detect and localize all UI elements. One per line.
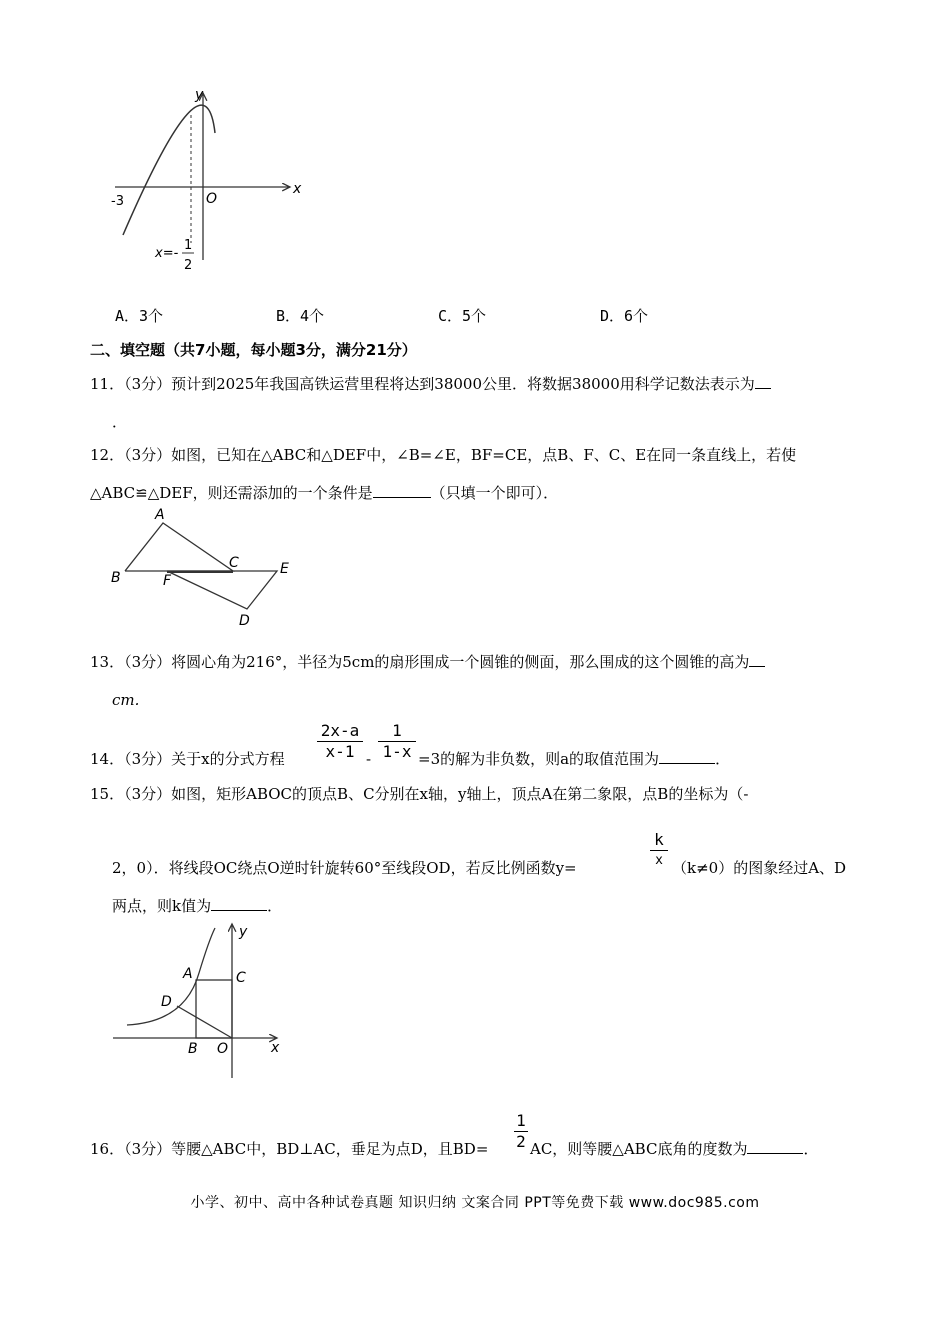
- option-b: B．4个: [276, 307, 325, 325]
- q11-text: 11．（3分）预计到2025年我国高铁运营里程将达到38000公里．将数据38000用科学记数法表示为: [90, 375, 755, 393]
- q15-k-fraction: [650, 831, 668, 870]
- rectangle-abo: [196, 980, 232, 1038]
- q14-f1-num: 2x-a: [320, 721, 360, 740]
- q15-end: ．: [267, 897, 283, 915]
- option-a: A．3个: [115, 307, 164, 325]
- q13-text: 13．（3分）将圆心角为216°，半径为5cm的扇形围成一个圆锥的侧面，那么围成的这个圆锥的高为: [90, 653, 750, 671]
- fig2-b: B: [111, 570, 121, 586]
- q15-line2b: （k≠0）的图象经过A、D: [672, 859, 847, 877]
- q14-pre: 14．（3分）关于x的分式方程: [90, 750, 285, 768]
- fig2-c: C: [229, 555, 239, 571]
- fig1-half-den: 2: [184, 258, 193, 273]
- q14-blank: [659, 749, 715, 764]
- q12-text-b: （只填一个即可）．: [430, 484, 559, 502]
- q16-post: [530, 1139, 818, 1159]
- q15-line2a: 2，0）．将线段OC绕点O逆时针旋转60°至线段OD，若反比例函数y=: [112, 859, 577, 877]
- page-footer[interactable]: 小学、初中、高中各种试卷真题 知识归纳 文案合同 PPT等免费下载 www.doc985.com: [190, 1195, 760, 1211]
- rectangle-hyperbola-figure: [105, 918, 290, 1083]
- fig2-d: D: [239, 613, 250, 629]
- q16-fraction: [514, 1112, 528, 1151]
- q16-pre: 16．（3分）等腰△ABC中，BD⊥AC，垂足为点D，且BD=: [90, 1140, 489, 1158]
- q11-line1: [90, 374, 771, 394]
- q14-text: =3的解为非负数，则a的取值范围为: [418, 750, 660, 768]
- q13-blank: [749, 652, 765, 667]
- fig1-neg3-label: -3: [111, 194, 124, 209]
- q12-line1: 12．（3分）如图，已知在△ABC和△DEF中，∠B=∠E，BF=CE，点B、F、C、E在同一条直线上，若使: [90, 446, 797, 464]
- fig1-x-label: x: [293, 181, 302, 197]
- fig3-x-label: x: [271, 1040, 280, 1056]
- q15-blank: [211, 896, 267, 911]
- parabola-curve: [123, 105, 218, 235]
- q14-fraction-2: [378, 722, 416, 761]
- q12-text-a: △ABC≌△DEF，则还需添加的一个条件是: [90, 484, 373, 502]
- q13-line1: [90, 652, 765, 672]
- fig3-y-label: y: [239, 924, 248, 940]
- fig2-f: F: [163, 573, 172, 589]
- q16-blank: [747, 1139, 803, 1154]
- q14-post: [418, 749, 730, 769]
- fig1-xeq-label: x=-: [155, 246, 179, 261]
- triangle-def: [167, 571, 277, 609]
- fig3-o: O: [217, 1041, 229, 1057]
- option-c: C．5个: [438, 307, 487, 325]
- q16-end: ．: [803, 1140, 819, 1158]
- q15-k-den: x: [655, 853, 663, 868]
- q14-minus: -: [366, 750, 372, 768]
- q12-line2: [90, 483, 558, 503]
- q11-line2: ．: [112, 413, 128, 431]
- q14-f1-den: x-1: [325, 742, 355, 761]
- section-heading: 二、填空题（共7小题，每小题3分，满分21分）: [90, 341, 417, 359]
- q15-text: 两点，则k值为: [112, 897, 212, 915]
- q16-f-num: 1: [516, 1111, 526, 1130]
- q15-line3: [112, 896, 282, 916]
- fig2-a: A: [155, 507, 165, 523]
- fig1-y-label: y: [195, 87, 204, 103]
- q12-blank: [373, 483, 431, 498]
- q15-k-num: k: [654, 830, 664, 849]
- q15-line1: 15．（3分）如图，矩形ABOC的顶点B、C分别在x轴，y轴上，顶点A在第二象限，点B的坐标为（-: [90, 785, 749, 803]
- fig1-origin-label: O: [206, 191, 218, 207]
- fig3-d: D: [161, 994, 172, 1010]
- parabola-figure: [105, 85, 315, 275]
- segment-od: [177, 1006, 232, 1038]
- fig3-b: B: [188, 1041, 198, 1057]
- q14-fraction-1: [317, 722, 363, 761]
- q16-text: AC，则等腰△ABC底角的度数为: [530, 1140, 748, 1158]
- q14-f2-num: 1: [392, 721, 402, 740]
- triangle-abc: [125, 523, 233, 571]
- q13-line2: cm.: [112, 691, 140, 709]
- fig3-a: A: [183, 966, 193, 982]
- option-d: D．6个: [600, 307, 649, 325]
- fig1-half-num: 1: [184, 238, 193, 253]
- q14-f2-den: 1-x: [382, 742, 412, 761]
- q16-f-den: 2: [516, 1132, 526, 1151]
- fig3-c: C: [236, 970, 246, 986]
- triangles-figure: [105, 505, 305, 630]
- fig2-e: E: [280, 561, 289, 577]
- q11-blank: [755, 374, 771, 389]
- q14-end: ．: [715, 750, 731, 768]
- hyperbola-curve: [127, 928, 215, 1025]
